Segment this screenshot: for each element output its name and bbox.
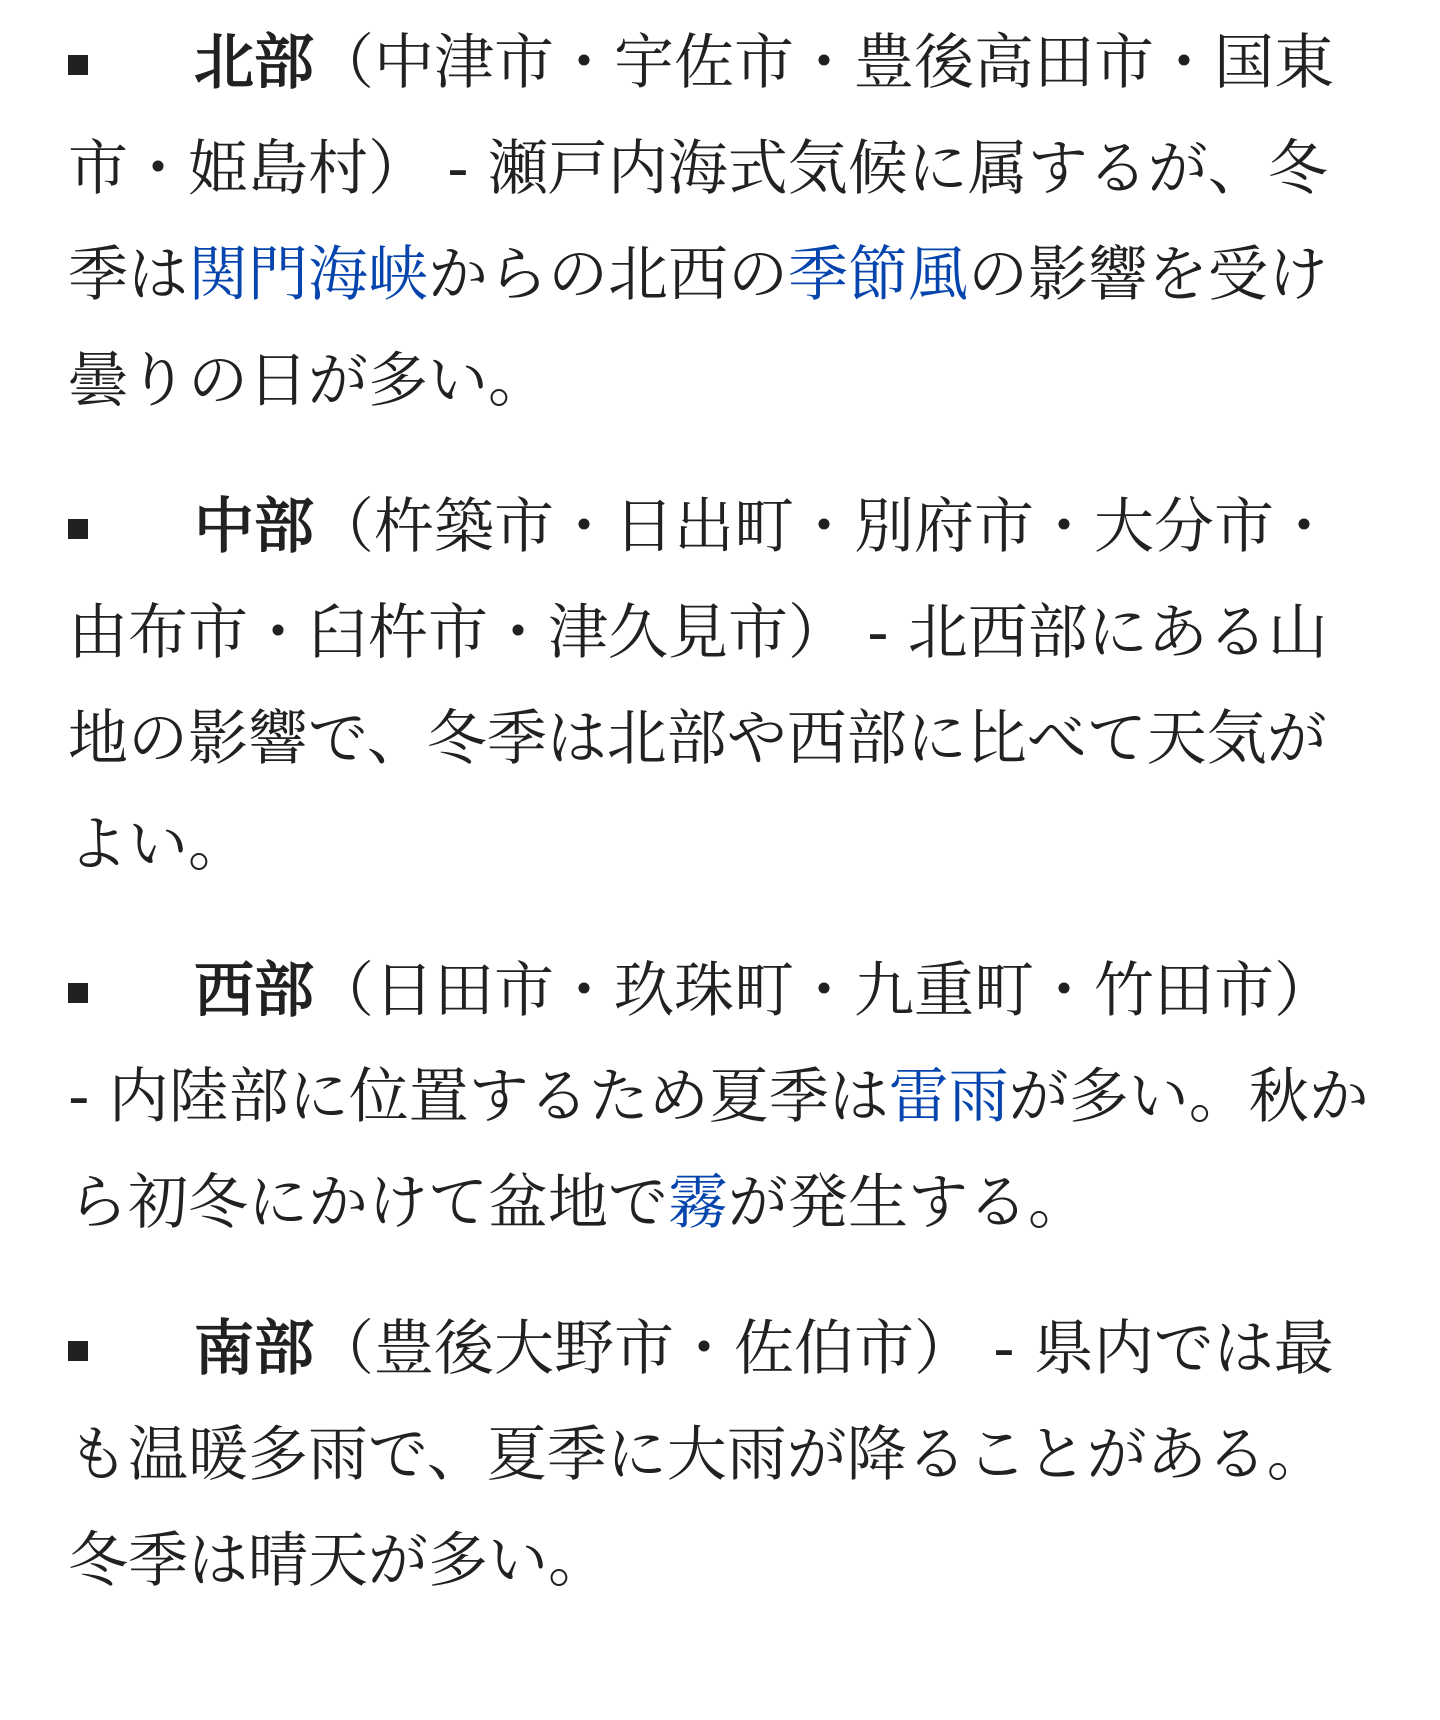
list-item-seibu [68, 938, 1370, 1256]
bullet-icon [68, 983, 88, 1003]
list-item-nanbu [68, 1296, 1370, 1614]
region-text: （豊後大野市・佐伯市） - 県内では最も温暖多雨で、夏季に大雨が降ることがある。冬季は晴天が多い。 [68, 1314, 1334, 1596]
region-name: 南部 [194, 1314, 314, 1384]
climate-region-list [68, 10, 1370, 1614]
link-kanmon-strait[interactable]: 関門海峡 [188, 240, 428, 310]
region-text: からの北西の [428, 240, 788, 310]
bullet-icon [68, 55, 88, 75]
region-text: が発生する。 [728, 1168, 1088, 1238]
region-text: （杵築市・日出町・別府市・大分市・由布市・臼杵市・津久見市） - 北西部にある山地の影響で、冬季は北部や西部に比べて天気がよい。 [68, 492, 1334, 880]
region-text: （日田市・玖珠町・九重町・竹田市） - 内陸部に位置するため夏季は [68, 956, 1334, 1132]
link-seasonal-wind[interactable]: 季節風 [788, 240, 968, 310]
region-name: 西部 [194, 956, 314, 1026]
region-text: が多い。秋から初冬にかけて盆地で [68, 1062, 1369, 1238]
bullet-icon [68, 519, 88, 539]
list-item-chubu [68, 474, 1370, 898]
link-fog[interactable]: 霧 [668, 1168, 728, 1238]
region-name: 北部 [194, 28, 314, 98]
region-name: 中部 [194, 492, 314, 562]
list-item-hokubu [68, 10, 1370, 434]
region-text: の影響を受け曇りの日が多い。 [68, 240, 1328, 416]
bullet-icon [68, 1341, 88, 1361]
link-thunderstorm[interactable]: 雷雨 [888, 1062, 1009, 1132]
region-text: （中津市・宇佐市・豊後高田市・国東市・姫島村） - 瀬戸内海式気候に属するが、冬季は [68, 28, 1334, 310]
